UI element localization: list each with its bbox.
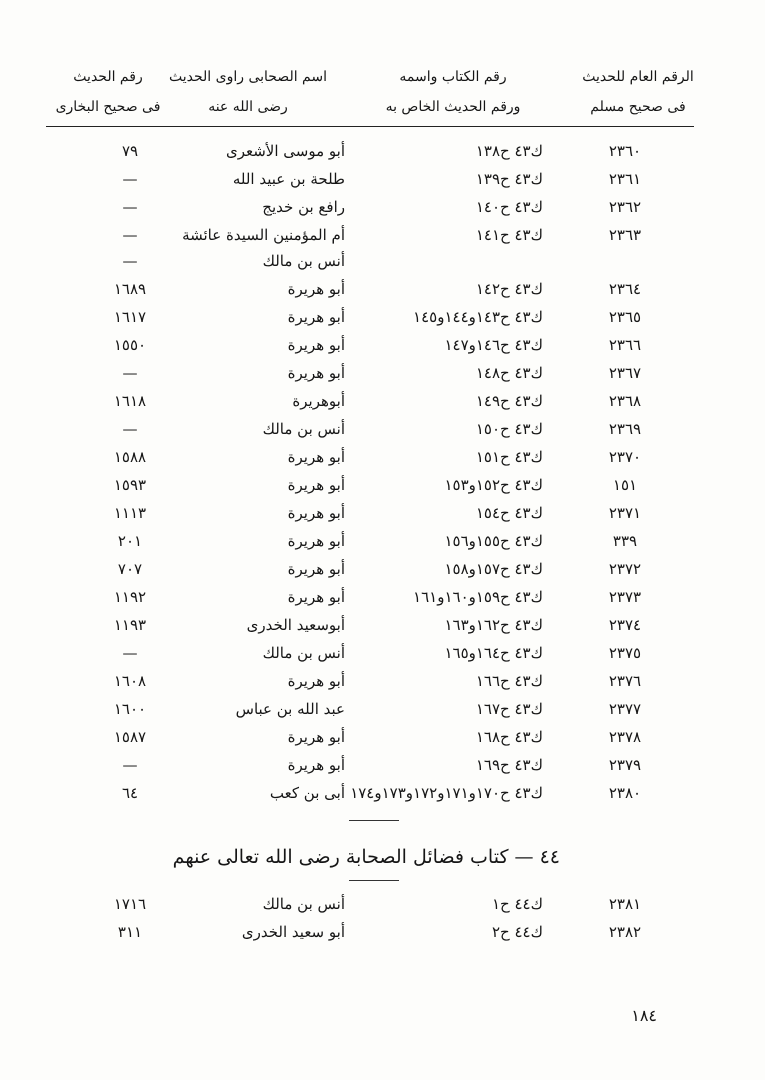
book-reference: ك٤٣ ح١٦٢و١٦٣ bbox=[444, 616, 543, 634]
companion-name: أنس بن مالك bbox=[262, 252, 345, 270]
general-number: ٢٣٦٧ bbox=[608, 364, 642, 382]
table-row bbox=[0, 247, 765, 275]
general-number: ٢٣٦٢ bbox=[608, 198, 642, 216]
general-number: ٢٣٧١ bbox=[608, 504, 642, 522]
header-book-number bbox=[368, 62, 538, 122]
table-row bbox=[0, 918, 765, 946]
companion-name: أنس بن مالك bbox=[262, 895, 345, 913]
bukhari-number: — bbox=[122, 226, 138, 244]
header-book-line2: ورقم الحديث الخاص به bbox=[385, 99, 521, 115]
book-reference bbox=[353, 247, 543, 275]
general-number: ٢٣٧٣ bbox=[608, 588, 642, 606]
table-row bbox=[0, 275, 765, 303]
bukhari-number: ١١١٣ bbox=[113, 504, 147, 522]
bukhari-number: ١٦٨٩ bbox=[113, 280, 147, 298]
bukhari-number: ٦٤ bbox=[121, 784, 139, 802]
table-row bbox=[0, 137, 765, 165]
companion-name: أبو سعيد الخدرى bbox=[241, 923, 345, 941]
section-title: ٤٤ — كتاب فضائل الصحابة رضى الله تعالى عنهم bbox=[172, 846, 560, 868]
general-number: ٢٣٦٦ bbox=[608, 336, 642, 354]
table-row bbox=[0, 387, 765, 415]
header-divider bbox=[46, 126, 694, 127]
general-number: ٢٣٦٤ bbox=[608, 280, 642, 298]
bukhari-number: ٣١١ bbox=[117, 923, 143, 941]
table-row bbox=[0, 471, 765, 499]
table-row bbox=[0, 443, 765, 471]
header-companion bbox=[158, 62, 338, 122]
companion-name: أبو هريرة bbox=[287, 588, 345, 606]
bukhari-number: ٧٠٧ bbox=[117, 560, 143, 578]
companion-name: رافع بن خديج bbox=[262, 198, 345, 216]
table-header bbox=[48, 62, 708, 126]
book-reference: ك٤٣ ح١٣٨ bbox=[475, 142, 543, 160]
book-reference: ك٤٣ ح١٤٦و١٤٧ bbox=[444, 336, 543, 354]
book-reference: ك٤٣ ح١٥٧و١٥٨ bbox=[444, 560, 543, 578]
companion-name: أبو هريرة bbox=[287, 308, 345, 326]
companion-name: أنس بن مالك bbox=[262, 420, 345, 438]
table-row bbox=[0, 667, 765, 695]
book-reference: ك٤٣ ح١٦٧ bbox=[475, 700, 543, 718]
table-row bbox=[0, 331, 765, 359]
header-bukhari bbox=[48, 62, 168, 122]
bukhari-number: ١١٩٢ bbox=[113, 588, 147, 606]
general-number: ٢٣٧٥ bbox=[608, 644, 642, 662]
book-reference: ك٤٣ ح١٤٠ bbox=[475, 198, 543, 216]
companion-name: عبد الله بن عباس bbox=[235, 700, 345, 718]
header-companion-line2: رضى الله عنه bbox=[208, 99, 288, 115]
table-row bbox=[0, 193, 765, 221]
book-reference: ك٤٤ ح٢ bbox=[491, 923, 543, 941]
bukhari-number: ١٦١٨ bbox=[113, 392, 147, 410]
bukhari-number: ١١٩٣ bbox=[113, 616, 147, 634]
general-number: ٢٣٧٤ bbox=[608, 616, 642, 634]
general-number: ٢٣٦١ bbox=[608, 170, 642, 188]
companion-name: طلحة بن عبيد الله bbox=[232, 170, 345, 188]
table-row bbox=[0, 723, 765, 751]
general-number: ٢٣٧٧ bbox=[608, 700, 642, 718]
header-general-line1: الرقم العام للحديث bbox=[582, 69, 694, 85]
book-reference: ك٤٣ ح١٤١ bbox=[475, 226, 543, 244]
companion-name: أبو هريرة bbox=[287, 364, 345, 382]
table-row bbox=[0, 555, 765, 583]
companion-name: أبو هريرة bbox=[287, 504, 345, 522]
bukhari-number: ١٦٠٨ bbox=[113, 672, 147, 690]
bukhari-number: — bbox=[122, 644, 138, 662]
general-number: ١٥١ bbox=[612, 476, 638, 494]
header-bukhari-line1: رقم الحديث bbox=[73, 69, 143, 85]
bukhari-number: — bbox=[122, 198, 138, 216]
companion-name: أبو هريرة bbox=[287, 336, 345, 354]
table-row bbox=[0, 303, 765, 331]
companion-name: أبو هريرة bbox=[287, 280, 345, 298]
general-number: ٢٣٦٥ bbox=[608, 308, 642, 326]
table-row bbox=[0, 165, 765, 193]
table-row bbox=[0, 751, 765, 779]
book-reference: ك٤٣ ح١٦٨ bbox=[475, 728, 543, 746]
companion-name: أبو هريرة bbox=[287, 560, 345, 578]
general-number: ٣٣٩ bbox=[612, 532, 638, 550]
book-reference: ك٤٣ ح١٥١ bbox=[475, 448, 543, 466]
general-number: ٢٣٧٨ bbox=[608, 728, 642, 746]
general-number: ٢٣٧٦ bbox=[608, 672, 642, 690]
table-row bbox=[0, 890, 765, 918]
companion-name: أم المؤمنين السيدة عائشة bbox=[182, 226, 345, 244]
bukhari-number: ٧٩ bbox=[121, 142, 139, 160]
book-reference: ك٤٣ ح١٤٢ bbox=[475, 280, 543, 298]
general-number bbox=[580, 247, 670, 275]
page-number: ١٨٤ bbox=[631, 1006, 657, 1025]
bukhari-number: ١٧١٦ bbox=[113, 895, 147, 913]
companion-name: أبى بن كعب bbox=[269, 784, 345, 802]
companion-name: أبو هريرة bbox=[287, 532, 345, 550]
companion-name: أبو هريرة bbox=[287, 672, 345, 690]
general-number: ٢٣٧٩ bbox=[608, 756, 642, 774]
companion-name: أبو هريرة bbox=[287, 476, 345, 494]
bukhari-number: ١٦٠٠ bbox=[113, 700, 147, 718]
bukhari-number: — bbox=[122, 364, 138, 382]
table-row bbox=[0, 639, 765, 667]
book-reference: ك٤٣ ح١٥٠ bbox=[475, 420, 543, 438]
table-row bbox=[0, 611, 765, 639]
table-row bbox=[0, 527, 765, 555]
book-reference: ك٤٣ ح١٥٥و١٥٦ bbox=[444, 532, 543, 550]
companion-name: أبو هريرة bbox=[287, 756, 345, 774]
bukhari-number: ١٥٨٨ bbox=[113, 448, 147, 466]
general-number: ٢٣٨١ bbox=[608, 895, 642, 913]
bukhari-number: — bbox=[122, 420, 138, 438]
header-book-line1: رقم الكتاب واسمه bbox=[399, 69, 507, 85]
bukhari-number: ١٥٨٧ bbox=[113, 728, 147, 746]
table-row bbox=[0, 583, 765, 611]
bukhari-number: ٢٠١ bbox=[117, 532, 143, 550]
header-general-line2: فى صحيح مسلم bbox=[590, 99, 686, 115]
book-reference: ك٤٤ ح١ bbox=[491, 895, 543, 913]
book-reference: ك٤٣ ح١٥٩و١٦٠و١٦١ bbox=[413, 588, 543, 606]
companion-name: أبوسعيد الخدرى bbox=[246, 616, 345, 634]
bukhari-number: — bbox=[122, 170, 138, 188]
table-row bbox=[0, 499, 765, 527]
book-reference: ك٤٣ ح١٤٨ bbox=[475, 364, 543, 382]
table-row bbox=[0, 415, 765, 443]
bukhari-number: — bbox=[122, 252, 138, 270]
section-divider-bottom bbox=[349, 880, 399, 881]
section-divider-top bbox=[349, 820, 399, 821]
general-number: ٢٣٧٢ bbox=[608, 560, 642, 578]
table-row bbox=[0, 779, 765, 807]
general-number: ٢٣٧٠ bbox=[608, 448, 642, 466]
book-reference: ك٤٣ ح١٣٩ bbox=[475, 170, 543, 188]
book-reference: ك٤٣ ح١٤٣و١٤٤و١٤٥ bbox=[413, 308, 543, 326]
book-reference: ك٤٣ ح١٦٦ bbox=[475, 672, 543, 690]
general-number: ٢٣٦٩ bbox=[608, 420, 642, 438]
bukhari-number: — bbox=[122, 756, 138, 774]
companion-name: أبوهريرة bbox=[292, 392, 345, 410]
header-companion-line1: اسم الصحابى راوى الحديث bbox=[168, 69, 327, 85]
general-number: ٢٣٦٣ bbox=[608, 226, 642, 244]
book-reference: ك٤٣ ح١٥٢و١٥٣ bbox=[444, 476, 543, 494]
book-reference: ك٤٣ ح١٤٩ bbox=[475, 392, 543, 410]
book-reference: ك٤٣ ح١٧٠و١٧١و١٧٢و١٧٣و١٧٤ bbox=[350, 784, 543, 802]
companion-name: أبو هريرة bbox=[287, 448, 345, 466]
general-number: ٢٣٨٢ bbox=[608, 923, 642, 941]
general-number: ٢٣٨٠ bbox=[608, 784, 642, 802]
general-number: ٢٣٦٠ bbox=[608, 142, 642, 160]
book-reference: ك٤٣ ح١٦٩ bbox=[475, 756, 543, 774]
table-row bbox=[0, 221, 765, 249]
table-row bbox=[0, 695, 765, 723]
header-general-number bbox=[568, 62, 708, 122]
table-row bbox=[0, 359, 765, 387]
book-reference: ك٤٣ ح١٦٤و١٦٥ bbox=[444, 644, 543, 662]
general-number: ٢٣٦٨ bbox=[608, 392, 642, 410]
bukhari-number: ١٥٥٠ bbox=[113, 336, 147, 354]
companion-name: أبو موسى الأشعرى bbox=[225, 142, 345, 160]
bukhari-number: ١٦١٧ bbox=[113, 308, 147, 326]
companion-name: أبو هريرة bbox=[287, 728, 345, 746]
book-reference: ك٤٣ ح١٥٤ bbox=[475, 504, 543, 522]
header-bukhari-line2: فى صحيح البخارى bbox=[55, 99, 161, 115]
companion-name: أنس بن مالك bbox=[262, 644, 345, 662]
bukhari-number: ١٥٩٣ bbox=[113, 476, 147, 494]
